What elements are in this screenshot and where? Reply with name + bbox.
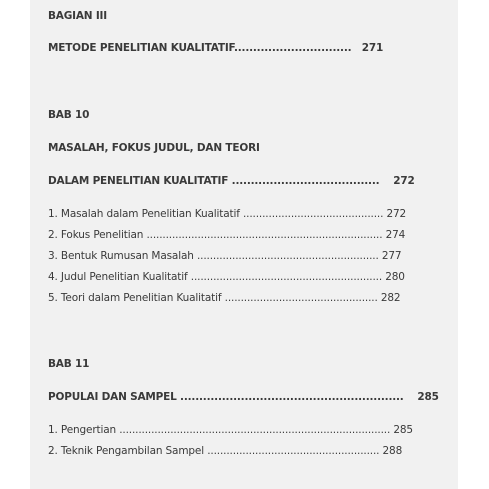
toc-item: 2. Fokus Penelitian .......................................................................... 274 [48, 229, 406, 241]
toc-item: 1. Pengertian ..................................................................................... 285 [48, 424, 413, 436]
page-panel [30, 0, 458, 489]
chapter-11-heading: BAB 11 [48, 358, 90, 370]
chapter-11-title: POPULAI DAN SAMPEL ........................................................... 285 [48, 391, 439, 403]
toc-item: 4. Judul Penelitian Kualitatif ............................................................ 280 [48, 271, 405, 283]
toc-item: 5. Teori dalam Penelitian Kualitatif ................................................ 282 [48, 292, 401, 304]
part-heading: BAGIAN III [48, 10, 107, 22]
toc-item: 3. Bentuk Rumusan Masalah ......................................................... 277 [48, 250, 402, 262]
toc-item: 2. Teknik Pengambilan Sampel ...................................................... 288 [48, 445, 403, 457]
toc-item: 1. Masalah dalam Penelitian Kualitatif ............................................ 272 [48, 208, 407, 220]
chapter-10-heading: BAB 10 [48, 109, 90, 121]
chapter-10-title-line1: MASALAH, FOKUS JUDUL, DAN TEORI [48, 142, 260, 154]
chapter-10-title-line2: DALAM PENELITIAN KUALITATIF ....................................... 272 [48, 175, 415, 187]
part-entry: METODE PENELITIAN KUALITATIF............................... 271 [48, 42, 384, 54]
